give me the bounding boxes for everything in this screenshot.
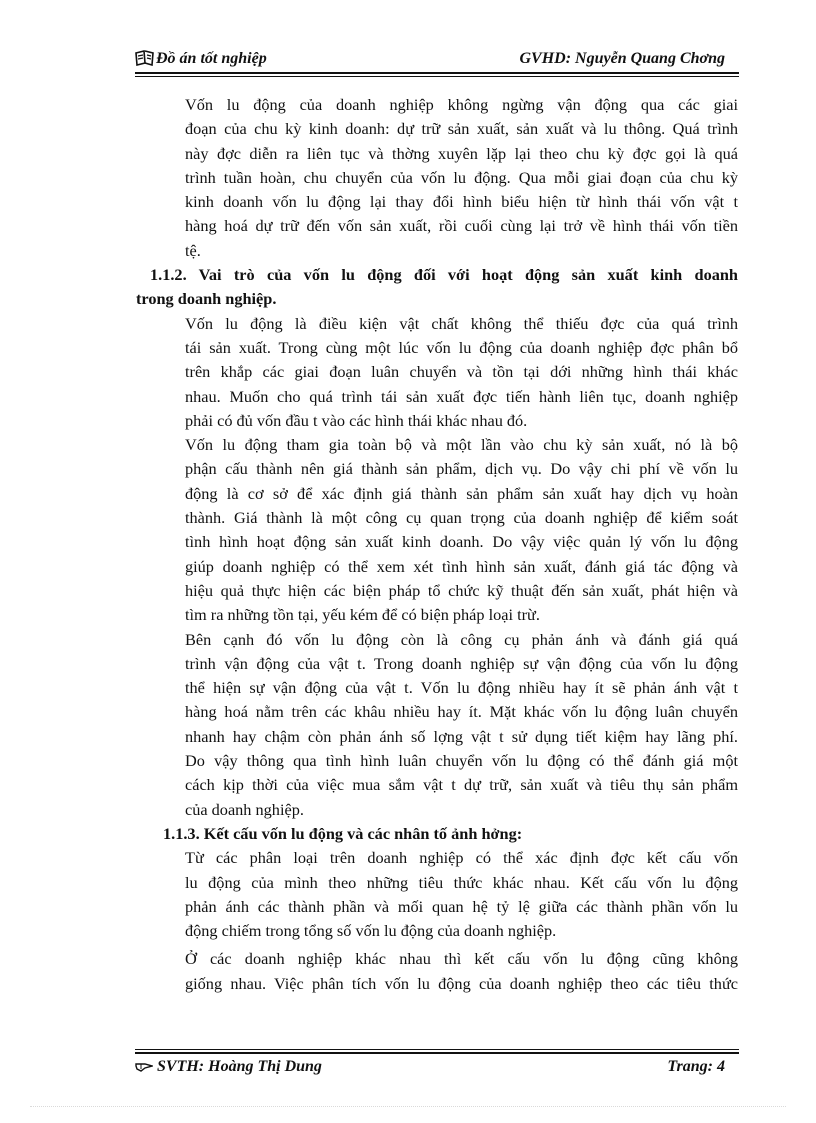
text-line: hàng hoá dự trữ đến vốn sản xuất, rồi cuối cùng lại trở về hình thái vốn tiền [185, 216, 738, 236]
text-line: tình hình hoạt động sản xuất kinh doanh. Do vậy việc quản lý vốn lu động [185, 532, 738, 552]
text-line: Vốn lu động tham gia toàn bộ và một lần vào chu kỳ sản xuất, nó là bộ [185, 435, 738, 455]
text-line: phải có đủ vốn đầu t vào các hình thái khác nhau đó. [185, 410, 528, 430]
paragraph-3 [136, 433, 738, 627]
text-line: Từ các phân loại trên doanh nghiệp có thể xác định đợc kết cấu vốn [185, 848, 738, 868]
text-line: Bên cạnh đó vốn lu động còn là công cụ phản ánh và đánh giá quá [185, 629, 738, 649]
page-body [136, 93, 738, 996]
footer-left [135, 1058, 322, 1077]
text-line: giống nhau. Việc phân tích vốn lu động của doanh nghiệp theo các tiêu thức [185, 973, 738, 993]
bottom-dotted-border [30, 1106, 786, 1107]
text-line: thể hiện sự vận động của vật t. Vốn lu động nhiều hay ít sẽ phản ánh vật t [185, 678, 738, 698]
text-line: tái sản xuất. Trong cùng một lúc vốn lu động của doanh nghiệp đợc phân bổ [185, 337, 738, 357]
text-line: tìm ra những tồn tại, yếu kém để có biện pháp loại trừ. [185, 605, 540, 625]
text-line: lu động của mình theo những tiêu thức khác nhau. Kết cấu vốn lu động [185, 872, 738, 892]
text-line: này đợc diễn ra liên tục và thờng xuyên lặp lại theo chu kỳ đợc gọi là quá [185, 143, 738, 163]
text-line: Ở các doanh nghiệp khác nhau thì kết cấu vốn lu động cũng không [185, 949, 738, 969]
text-line: kinh doanh vốn lu động lại thay đổi hình biểu hiện từ hình thái vốn vật t [185, 192, 738, 212]
text-line: giúp doanh nghiệp có thể xem xét tình hình sản xuất, đánh giá tác động và [185, 556, 738, 576]
header-right: GVHD: Nguyễn Quang Chơng [519, 50, 725, 67]
text-line: động là cơ sở để xác định giá thành sản phẩm sản xuất hay dịch vụ hoàn [185, 483, 738, 503]
text-line: phận cấu thành nên giá thành sản phẩm, dịch vụ. Do vậy chi phí về vốn lu [185, 459, 738, 479]
text-line: Vốn lu động là điều kiện vật chất không thể thiếu đợc của quá trình [185, 313, 738, 333]
header-left [135, 50, 267, 71]
header-rule-thin [135, 76, 739, 77]
page-number: Trang: 4 [667, 1058, 725, 1075]
page-header [135, 48, 739, 70]
text-line: phản ánh các thành phần và mối quan hệ tỷ lệ giữa các thành phần vốn lu [185, 896, 738, 916]
text-line: tệ. [185, 240, 201, 260]
text-line: hàng hoá nằm trên các khâu nhiều hay ít. Mặt khác vốn lu động luân chuyển [185, 702, 738, 722]
text-line: trên khắp các giai đoạn luân chuyển và tồn tại dới những hình thái khác [185, 362, 738, 382]
paragraph-2 [136, 312, 738, 433]
footer-left-text: SVTH: Hoàng Thị Dung [157, 1058, 322, 1075]
header-left-text: Đồ án tốt nghiệp [156, 50, 267, 67]
book-icon [135, 50, 155, 71]
text-line: trình tuần hoàn, chu chuyển của vốn lu động. Qua mỗi giai đoạn của chu kỳ [185, 167, 738, 187]
text-line: Do vậy thông qua tình hình luân chuyển vốn lu động có thể đánh giá một [185, 751, 738, 771]
header-rule [135, 72, 739, 74]
text-line: nhanh hay chậm còn phản ánh số lợng vật t sử dụng tiết kiệm hay lãng phí. [185, 726, 738, 746]
footer-rule [135, 1052, 739, 1054]
text-line: Vốn lu động của doanh nghiệp không ngừng vận động qua các giai [185, 95, 738, 114]
heading-line: 1.1.2. Vai trò của vốn lu động đối với hoạt động sản xuất kinh doanh [150, 265, 738, 285]
paragraph-1 [136, 93, 738, 263]
heading-line: 1.1.3. Kết cấu vốn lu động và các nhân tố ảnh hởng: [163, 823, 523, 843]
text-line: nhau. Muốn cho quá trình tái sản xuất đợc tiến hành liên tục, doanh nghiệp [185, 386, 738, 406]
section-heading-1-1-3 [136, 822, 738, 846]
pointing-hand-icon [135, 1059, 153, 1077]
footer-rule-thin [135, 1049, 739, 1050]
text-line: trình vận động của vật t. Trong doanh nghiệp sự vận động của vốn lu động [185, 653, 738, 673]
section-heading-1-1-2 [136, 263, 738, 312]
text-line: cách kịp thời của việc mua sắm vật t dự trữ, sản xuất và tiêu thụ sản phẩm [185, 775, 738, 795]
text-line: đoạn của chu kỳ kinh doanh: dự trữ sản xuất, sản xuất và lu thông. Quá trình [185, 119, 738, 139]
paragraph-4 [136, 628, 738, 822]
text-line: hiệu quả thực hiện các biện pháp tổ chức kỹ thuật đến sản xuất, phát hiện và [185, 580, 738, 600]
paragraph-5 [136, 846, 738, 943]
paragraph-6 [136, 947, 738, 996]
text-line: động chiếm trong tổng số vốn lu động của doanh nghiệp. [185, 921, 557, 941]
text-line: thành. Giá thành là một công cụ quan trọng của doanh nghiệp để kiểm soát [185, 508, 738, 528]
page-footer [135, 1058, 739, 1080]
heading-line: trong doanh nghiệp. [136, 289, 277, 309]
text-line: của doanh nghiệp. [185, 799, 304, 819]
